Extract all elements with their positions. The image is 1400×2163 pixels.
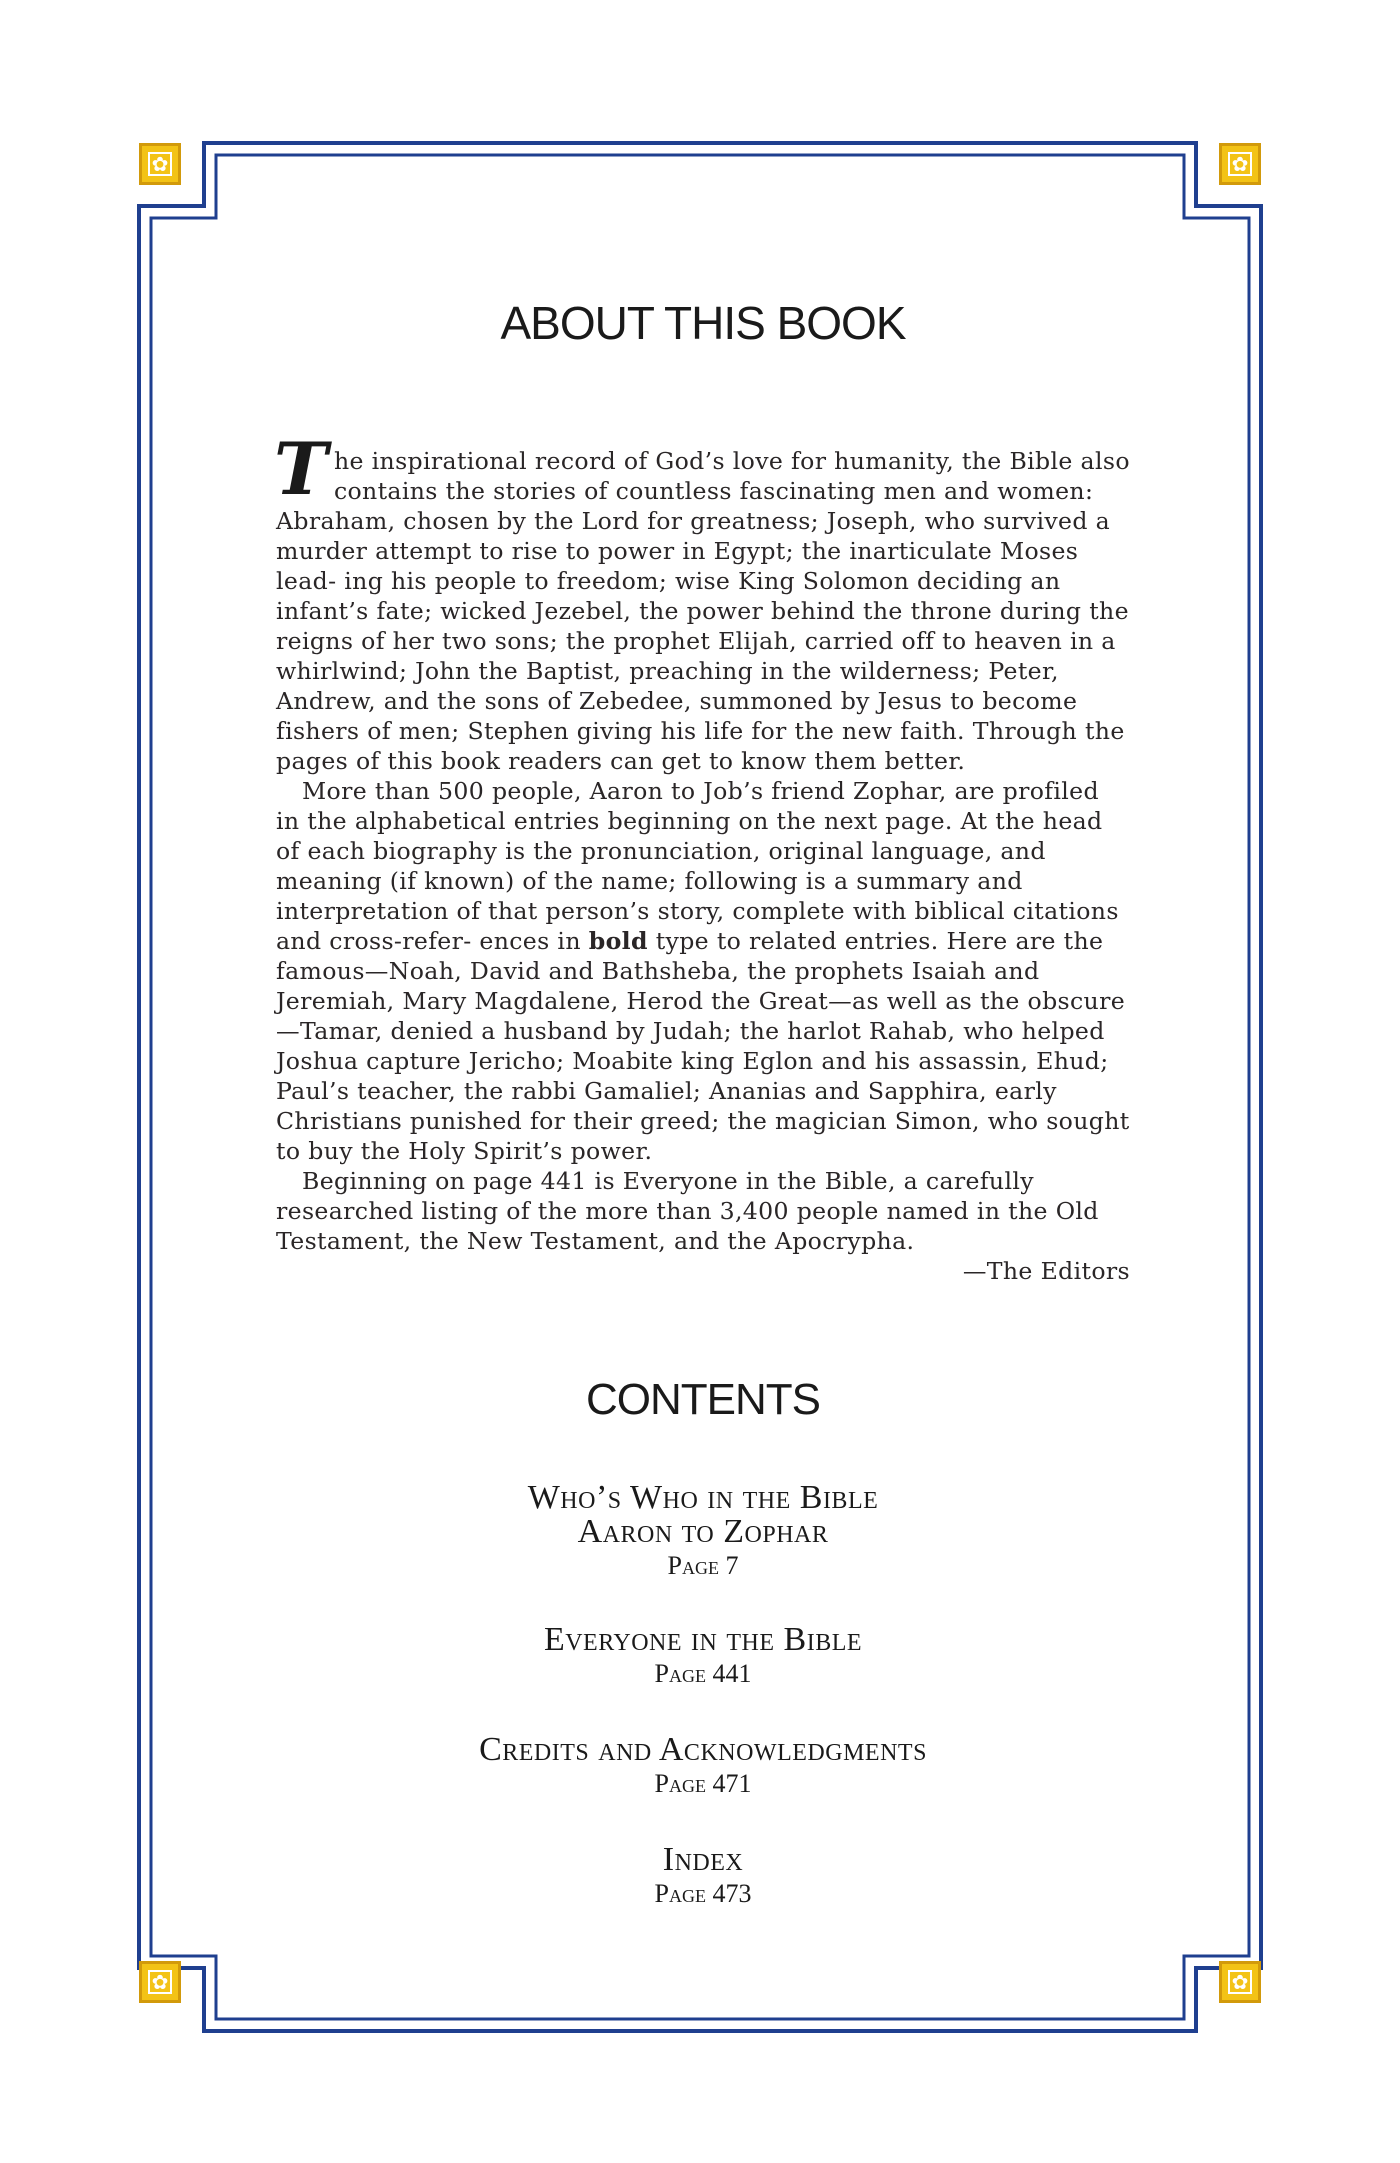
paragraph-1-text: he inspirational record of God’s love for humanity, the Bible also contains the stories of countless fascinating men and women: Abraham, chosen by the Lord for greatness; Joseph, who survived a murder attempt to rise to power in Egypt; the inarticulate Moses lead- ing his people to freedom; wise King Solomon deciding an infant’s fate; wicked Jezebel, the power behind the throne during the reigns of her two sons; the prophet Elijah, carried off to heaven in a whirlwind; John the Baptist, preaching in the wilderness; Peter, Andrew, and the sons of Zebedee, summoned by Jesus to become fishers of men; Stephen giving his life for the new faith. Through the pages of this book readers can get to know them better. xyxy=(276,447,1130,775)
toc-entry-page: Page 471 xyxy=(654,1769,752,1798)
contents-heading: CONTENTS xyxy=(586,1375,820,1424)
toc-entry-page: Page 441 xyxy=(654,1659,752,1688)
toc-entry-title: Who’s Who in the Bible xyxy=(527,1479,879,1516)
toc-entry-title: Index xyxy=(662,1841,744,1878)
toc-entry-title: Everyone in the Bible xyxy=(543,1621,863,1658)
about-paragraph-3: Beginning on page 441 is Everyone in the Bible, a carefully researched listing of the more than 3,400 people named in the Old Testament, the New Testament, and the Apocrypha. xyxy=(276,1167,1099,1255)
corner-ornament-icon xyxy=(1219,1961,1261,2003)
corner-ornament-icon xyxy=(139,143,181,185)
corner-ornament-icon xyxy=(1219,143,1261,185)
toc-entry[interactable] xyxy=(276,1733,1130,1800)
toc-entry-title: Credits and Acknowledgments xyxy=(479,1731,927,1768)
about-heading: ABOUT THIS BOOK xyxy=(500,297,906,349)
toc-entry-page: Page 473 xyxy=(654,1879,752,1908)
drop-cap: T xyxy=(274,426,328,511)
editors-signature: —The Editors xyxy=(962,1257,1130,1285)
corner-ornament-icon xyxy=(139,1961,181,2003)
about-paragraph-1 xyxy=(274,426,1130,776)
toc-entry-subtitle: Aaron to Zophar xyxy=(577,1513,829,1550)
toc-entry-page: Page 7 xyxy=(667,1551,739,1580)
bold-keyword: bold xyxy=(588,927,648,955)
paragraph-2-text-a: More than 500 people, Aaron to Job’s friend Zophar, are profiled in the alphabetical entries beginning on the next page. At the head of each biography is the pronunciation, original language, and meaning (if known) of the name; following is a summary and interpretation of that person’s story, complete with biblical citations and cross-refer- ences in xyxy=(276,777,1119,955)
toc-entry[interactable] xyxy=(276,1843,1130,1910)
toc-entry[interactable] xyxy=(276,1481,1130,1582)
paragraph-2-text-b: type to related entries. Here are the famous—Noah, David and Bathsheba, the prophets Isaiah and Jeremiah, Mary Magdalene, Herod the Great—as well as the obscure—Tamar, denied a husband by Judah; the harlot Rahab, who helped Joshua capture Jericho; Moabite king Eglon and his assassin, Ehud; Paul’s teacher, the rabbi Gamaliel; Ananias and Sapphira, early Christians punished for their greed; the magician Simon, who sought to buy the Holy Spirit’s power. xyxy=(276,927,1130,1165)
about-paragraph-2 xyxy=(276,776,1130,1166)
toc-entry[interactable] xyxy=(276,1623,1130,1690)
about-body xyxy=(274,426,1130,1286)
